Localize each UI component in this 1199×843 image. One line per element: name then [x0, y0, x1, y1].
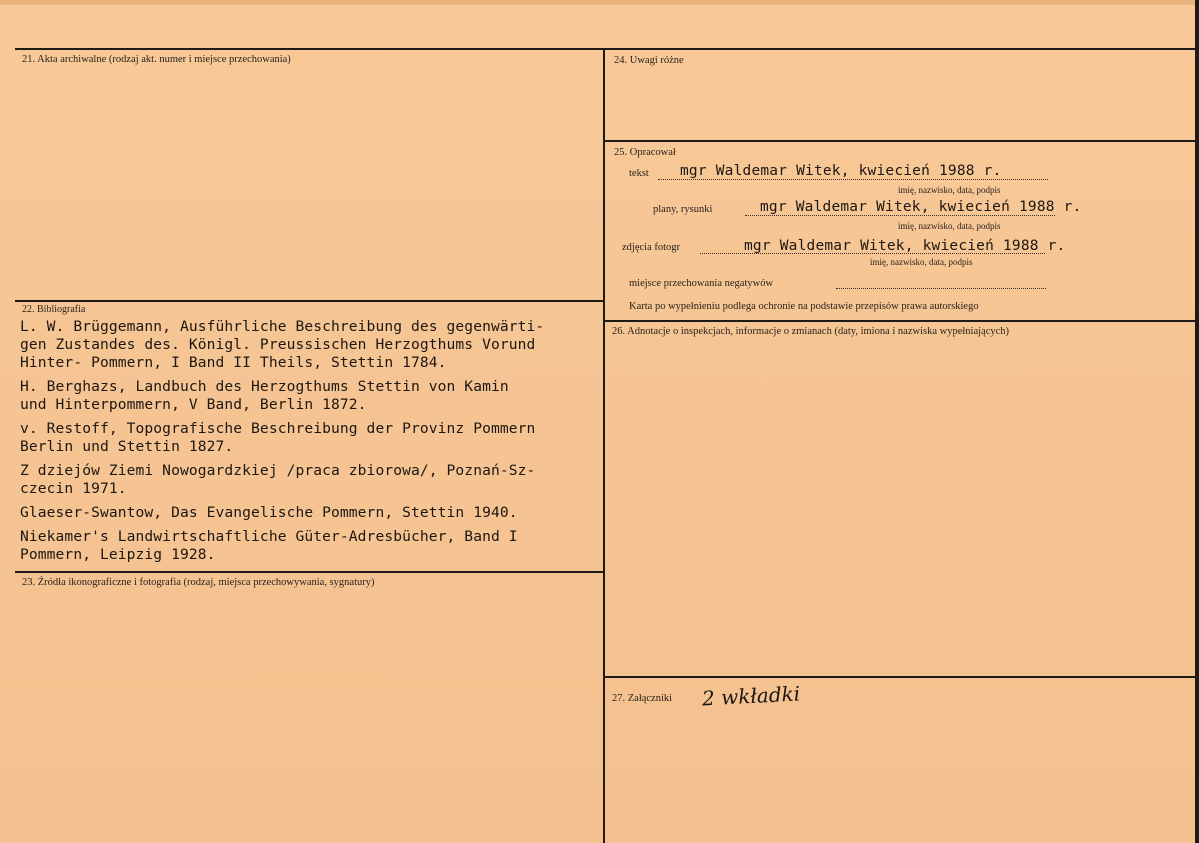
rule-21-22: [15, 300, 603, 302]
tekst-caption: imię, nazwisko, data, podpis: [898, 185, 1001, 195]
card-right-edge: [1195, 0, 1199, 843]
bibliography-entry-1: L. W. Brüggemann, Ausführliche Beschreibung des gegenwärti- gen Zustandes des. Königl. Preussischen Herzogthums Vorund Hinter- Pommern, I Band II Theils, Stettin 1784.: [20, 318, 545, 371]
plany-value: mgr Waldemar Witek, kwiecień 1988 r.: [760, 199, 1082, 215]
plany-caption: imię, nazwisko, data, podpis: [898, 221, 1001, 231]
rule-26-27: [605, 676, 1197, 678]
zdjecia-label: zdjęcia fotogr: [622, 242, 681, 253]
section-27-label: 27. Załączniki: [612, 693, 673, 704]
plany-label: plany, rysunki: [653, 204, 713, 215]
section-21-label: 21. Akta archiwalne (rodzaj akt. numer i miejsce przechowania): [22, 54, 291, 65]
top-rule: [15, 48, 1197, 50]
section-22-label: 22. Bibliografia: [22, 304, 86, 315]
section-26-label: 26. Adnotacje o inspekcjach, informacje o zmianach (daty, imiona i nazwiska wypełniających): [612, 326, 1010, 337]
rule-24-25: [605, 140, 1197, 142]
tekst-value: mgr Waldemar Witek, kwiecień 1988 r.: [680, 163, 1002, 179]
section-23-label: 23. Źródła ikonograficzne i fotografia (rodzaj, miejsca przechowywania, sygnatury): [22, 577, 375, 588]
bibliography-entry-5: Glaeser-Swantow, Das Evangelische Pommern, Stettin 1940.: [20, 504, 518, 521]
card-top-edge: [0, 0, 1199, 5]
bibliography-entry-2: H. Berghazs, Landbuch des Herzogthums Stettin von Kamin und Hinterpommern, V Band, Berlin 1872.: [20, 378, 509, 413]
bibliography-entry-4: Z dziejów Ziemi Nowogardzkiej /praca zbiorowa/, Poznań-Sz- czecin 1971.: [20, 462, 536, 497]
zdjecia-caption: imię, nazwisko, data, podpis: [870, 257, 973, 267]
tekst-label: tekst: [629, 168, 649, 179]
bibliography-list: [20, 318, 605, 570]
rule-25-26: [605, 320, 1197, 322]
attachments-handwritten-note: 2 wkładki: [701, 681, 801, 711]
negatywy-label: miejsce przechowania negatywów: [629, 278, 774, 289]
bibliography-entry-3: v. Restoff, Topografische Beschreibung der Provinz Pommern Berlin und Stettin 1827.: [20, 420, 536, 455]
section-25-label: 25. Opracował: [614, 147, 676, 158]
rule-22-23: [15, 571, 603, 573]
negatywy-dotted-line: [836, 288, 1046, 289]
zdjecia-value: mgr Waldemar Witek, kwiecień 1988 r.: [744, 238, 1066, 254]
bibliography-entry-6: Niekamer's Landwirtschaftliche Güter-Adresbücher, Band I Pommern, Leipzig 1928.: [20, 528, 518, 563]
copyright-notice: Karta po wypełnieniu podlega ochronie na podstawie przepisów prawa autorskiego: [629, 301, 979, 312]
section-24-label: 24. Uwagi różne: [614, 55, 684, 66]
